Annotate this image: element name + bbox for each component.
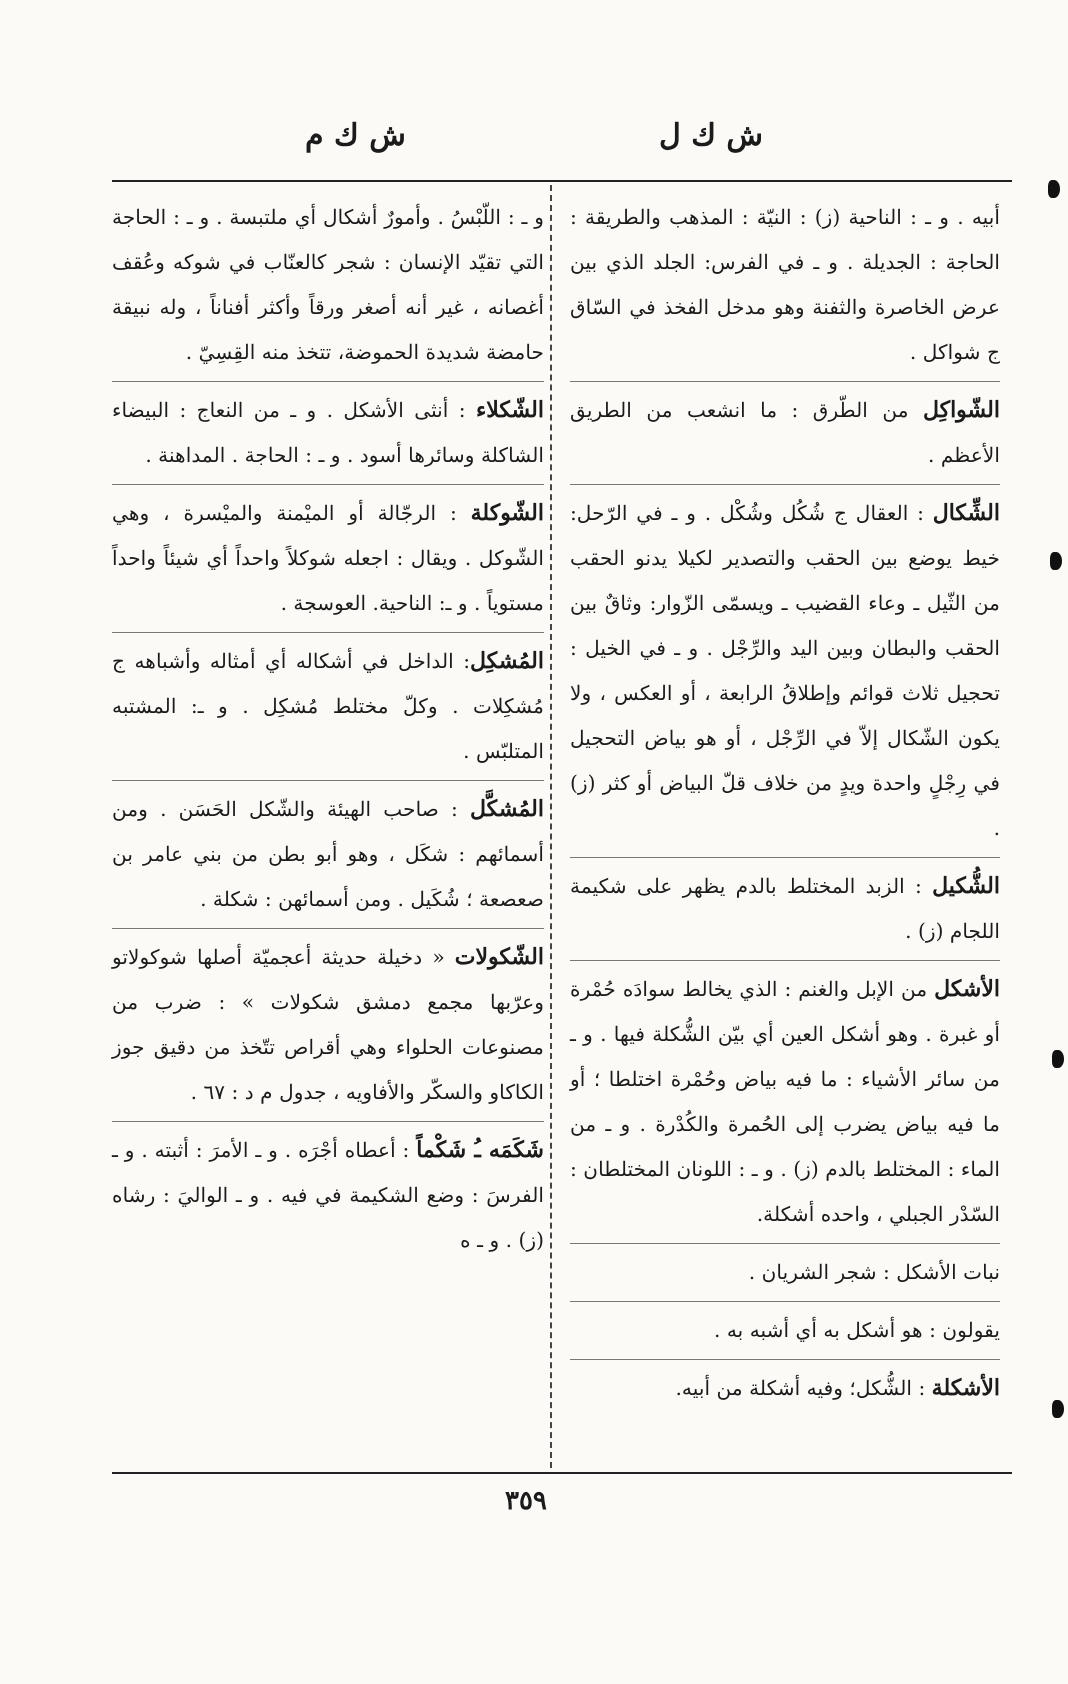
entry-definition: : الشُّكل؛ وفيه أشكلة من أبيه. — [675, 1376, 932, 1400]
entry-separator — [112, 484, 544, 485]
dictionary-entry — [570, 195, 1000, 375]
entry-definition: أبيه . و ـ : الناحية (ز) : النيّة : المذهب والطريقة : الحاجة : الجديلة . و ـ في الفرس: الجلد الذي بين عرض الخاصرة والثفنة وهو مدخل الفخذ في السّاق ج شواكل . — [570, 205, 1000, 364]
entry-definition: : الداخل في أشكاله أي أمثاله وأشباهه ج مُشكِلات . وكلّ مختلط مُشكِل . و ـ: المشتبه المتلبّس . — [112, 649, 544, 763]
entry-headword: المُشكَّل — [470, 796, 544, 822]
entry-definition: : الزبد المختلط بالدم يظهر على شكيمة اللجام (ز) . — [570, 874, 1000, 943]
edge-mark — [1050, 552, 1062, 570]
edge-mark — [1052, 1400, 1064, 1418]
entry-definition: من الإبل والغنم : الذي يخالط سوادَه حُمْرة أو غبرة . وهو أشكل العين أي بيّن الشُّكلة فيها . و ـ من سائر الأشياء : ما فيه بياض وحُمْرة اختلطا ؛ أو ما فيه بياض يضرب إلى الحُمرة والكُدْرة . و ـ من الماء : المختلط بالدم (ز) . و ـ : اللونان المختلطان : السّدْر الجبلي ، واحده أشكلة. — [570, 977, 1000, 1226]
entry-text — [570, 864, 1000, 954]
bottom-rule — [112, 1472, 1012, 1474]
entry-headword: الأشكل — [934, 976, 1000, 1002]
dictionary-entry — [112, 787, 544, 922]
entry-text — [570, 195, 1000, 375]
entry-definition: : الرجّالة أو الميْمنة والميْسرة ، وهي الشّوكل . ويقال : اجعله شوكلاً واحداً أي شيئاً واحداً مستوياً . و ـ: الناحية. العوسجة . — [112, 501, 544, 615]
entry-definition: : صاحب الهيئة والشّكل الحَسَن . ومن أسمائهم : شكَل ، وهو أبو بطن من بني عامر بن صعصعة ؛ شُكَيل . ومن أسمائهن : شكلة . — [112, 797, 544, 911]
entry-text — [112, 639, 544, 774]
right-column — [570, 195, 1000, 1417]
entry-separator — [112, 780, 544, 781]
entry-text — [112, 935, 544, 1115]
entry-definition: نبات الأشكل : شجر الشريان . — [748, 1260, 1000, 1284]
dictionary-entry — [570, 1366, 1000, 1411]
entry-text — [570, 388, 1000, 478]
entry-definition: و ـ : اللّبْسُ . وأمورٌ أشكال أي ملتبسة . و ـ : الحاجة التي تقيّد الإنسان : شجر كالعنّاب في شوكه وعُقف أغصانه ، غير أنه أصغر ورقاً وأكثر أفناناً ، وله نبيقة حامضة شديدة الحموضة، تتخذ منه القِسِيّ . — [112, 205, 544, 364]
entry-headword: الشِّكال — [932, 500, 1000, 526]
top-rule — [112, 180, 1012, 182]
dictionary-entry — [112, 1128, 544, 1263]
dictionary-entry — [112, 195, 544, 375]
entry-separator — [570, 1243, 1000, 1244]
entry-definition: : أعطاه أجْرَه . و ـ الأمرَ : أثبته . و ـ الفرسَ : وضع الشكيمة في فيه . و ـ الواليَ : رشاه (ز) . و ـ ه — [112, 1138, 544, 1252]
left-running-header: ش ك م — [305, 118, 406, 153]
dictionary-entry — [570, 1250, 1000, 1295]
entry-separator — [570, 381, 1000, 382]
dictionary-entry — [570, 491, 1000, 851]
entry-text — [570, 967, 1000, 1237]
entry-separator — [112, 632, 544, 633]
entry-separator — [112, 381, 544, 382]
dictionary-entry — [112, 491, 544, 626]
entry-text — [570, 491, 1000, 851]
page-number: ٣٥٩ — [505, 1486, 547, 1516]
entry-definition: : أنثى الأشكل . و ـ من النعاج : البيضاء الشاكلة وسائرها أسود . و ـ : الحاجة . المداهنة . — [112, 398, 544, 467]
entry-text — [112, 195, 544, 375]
entry-separator — [570, 1359, 1000, 1360]
entry-separator — [570, 857, 1000, 858]
left-column — [112, 195, 544, 1269]
entry-separator — [570, 484, 1000, 485]
entry-headword: المُشكِل — [470, 648, 544, 674]
dictionary-entry — [570, 864, 1000, 954]
entry-separator — [570, 960, 1000, 961]
entry-separator — [570, 1301, 1000, 1302]
entry-text — [570, 1250, 1000, 1295]
entry-headword: الشّكولات — [454, 944, 544, 970]
edge-mark — [1048, 180, 1060, 198]
dictionary-entry — [570, 388, 1000, 478]
entry-headword: الشّواكِل — [922, 397, 1000, 423]
entry-text — [112, 491, 544, 626]
entry-headword: شَكَمَه ـُ شَكْماً — [416, 1137, 544, 1163]
entry-separator — [112, 928, 544, 929]
entry-headword: الشّكلاء — [475, 397, 544, 423]
column-divider — [550, 185, 552, 1468]
entry-text — [112, 1128, 544, 1263]
dictionary-entry — [112, 388, 544, 478]
right-running-header: ش ك ل — [658, 118, 763, 153]
entry-headword: الشُّكيل — [932, 873, 1000, 899]
entry-text — [570, 1308, 1000, 1353]
dictionary-entry — [112, 935, 544, 1115]
dictionary-entry — [112, 639, 544, 774]
entry-headword: الشّوكلة — [470, 500, 544, 526]
dictionary-entry — [570, 967, 1000, 1237]
entry-text — [112, 388, 544, 478]
entry-text — [112, 787, 544, 922]
entry-definition: : العقال ج شُكُل وشُكْل . و ـ في الرّحل: خيط يوضع بين الحقب والتصدير لكيلا يدنو الحقب من الثّيل ـ وعاء القضيب ـ ويسمّى الزّوار: وثاقٌ بين الحقب والبطان وبين اليد والرِّجْل . و ـ في الخيل : تحجيل ثلاث قوائم وإطلاقُ الرابعة ، أو العكس ، ولا يكون الشّكال إلاّ في الرِّجْل ، أو هو بياض التحجيل في رِجْلٍ واحدة ويدٍ من خلاف قلّ البياض أو كثر (ز) . — [570, 501, 1000, 840]
entry-text — [570, 1366, 1000, 1411]
entry-headword: الأشكلة — [931, 1375, 1000, 1401]
dictionary-entry — [570, 1308, 1000, 1353]
entry-separator — [112, 1121, 544, 1122]
entry-definition: يقولون : هو أشكل به أي أشبه به . — [714, 1318, 1000, 1342]
entry-definition: من الطّرق : ما انشعب من الطريق الأعظم . — [570, 398, 1000, 467]
edge-mark — [1052, 1050, 1064, 1068]
entry-definition: « دخيلة حديثة أعجميّة أصلها شوكولاتو وعرّبها مجمع دمشق شكولات » : ضرب من مصنوعات الحلواء وهي أقراص تتّخذ من دقيق جوز الكاكاو والسكّر والأفاويه ، جدول م د : ٦٧ . — [112, 945, 544, 1104]
